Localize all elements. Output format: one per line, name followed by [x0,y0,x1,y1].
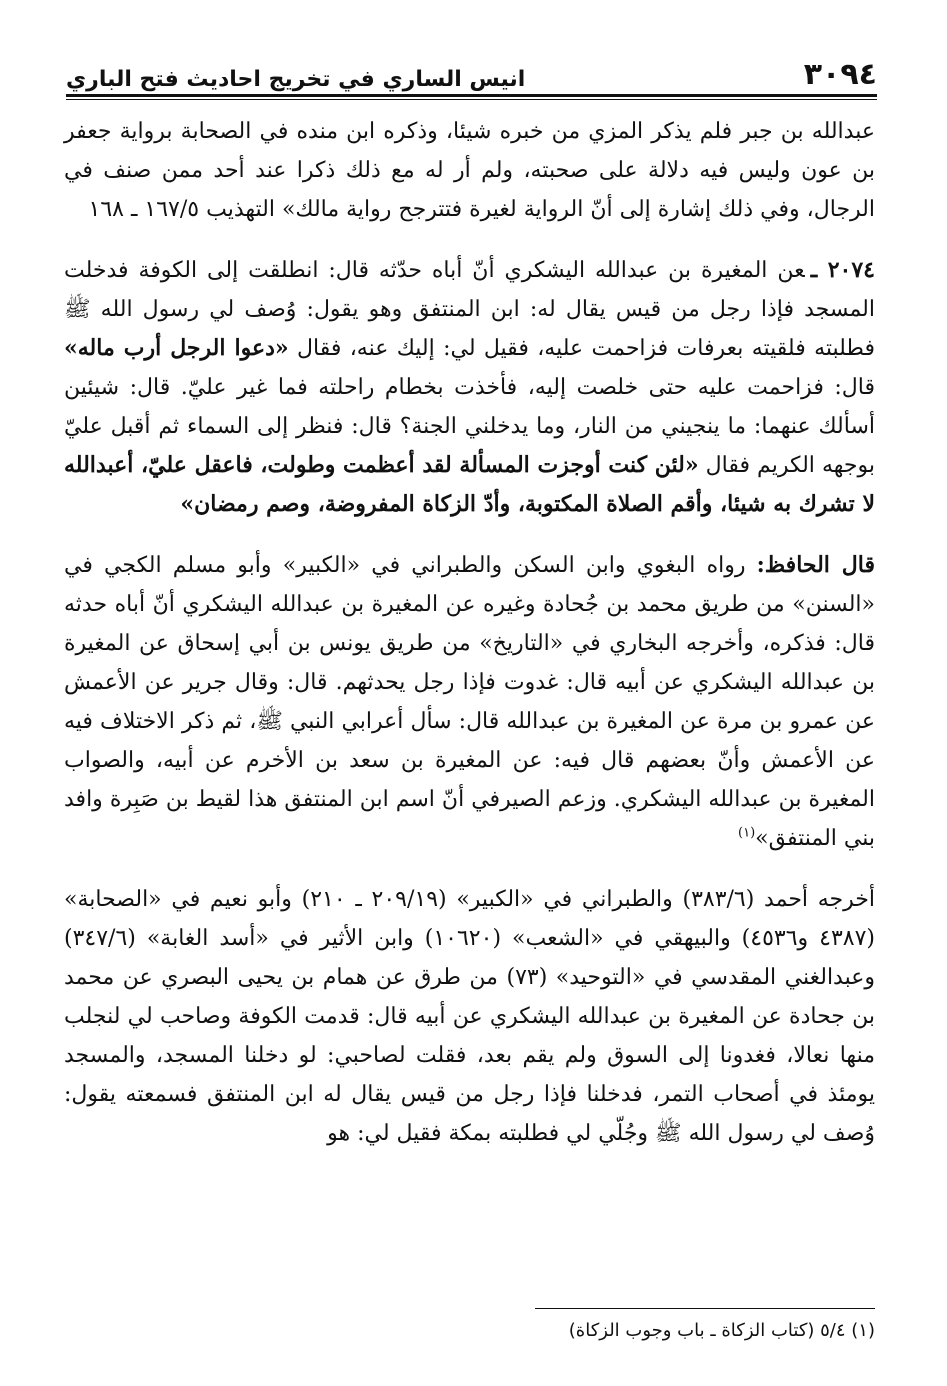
hafiz-text: رواه البغوي وابن السكن والطبراني في «الكبير» وأبو مسلم الكجي في «السنن» من طريق محمد بن جُحادة وغيره عن المغيرة بن عبدالله اليشكري أنّ أباه حدثه قال: فذكره، وأخرجه البخاري في «التاريخ» من طريق يونس بن أبي إسحاق عن المغيرة بن عبدالله اليشكري عن أبيه قال: غدوت فإذا رجل يحدثهم. قال: وقال جرير عن الأعمش عن عمرو بن مرة عن المغيرة بن عبدالله قال: سأل أعرابي النبي ﷺ، ثم ذكر الاختلاف فيه عن الأعمش وأنّ بعضهم قال فيه: عن المغيرة بن سعد بن الأخرم عن أبيه، والصواب المغيرة بن عبدالله اليشكري. وزعم الصيرفي أنّ اسم ابن المنتفق هذا لقيط بن صَبِرة وافد بني المنتفق» [64,553,875,851]
footnote: (١) ٥/٤ (كتاب الزكاة ـ باب وجوب الزكاة) [568,1320,875,1341]
hadith-quote-2: «لئن كنت أوجزت المسألة لقد أعظمت وطولت، فاعقل عليّ، أعبدالله لا تشرك به شيئا، وأقم الصلاة المكتوبة، وأدّ الزكاة المفروضة، وصم رمضان» [64,452,875,517]
page-number: ٣٠٩٤ [803,57,877,92]
page-body [64,112,875,1153]
footnote-reference: (١) [738,825,756,841]
hafiz-label: قال الحافظ: [756,552,875,578]
hadith-text-a: عن المغيرة بن عبدالله اليشكري أنّ أباه حدّثه قال: انطلقت إلى الكوفة فدخلت المسجد فإذا رجل من قيس يقال له: ابن المنتفق وهو يقول: وُصف لي رسول الله ﷺ فطلبته فلقيته بعرفات فزاحمت عليه، فقيل لي: إليك عنه، فقال [64,258,875,361]
header-rule [66,94,877,97]
hafiz-paragraph [64,546,875,858]
page-header [66,52,877,92]
hadith-quote-1: «دعوا الرجل أرب ماله» [64,335,289,361]
header-rule-thin [66,99,877,100]
takhrij-paragraph: أخرجه أحمد (٣٨٣/٦) والطبراني في «الكبير» (٢٠٩/١٩ ـ ٢١٠) وأبو نعيم في «الصحابة» (٤٣٨٧ و٤٥٣٦) والبيهقي في «الشعب» (١٠٦٢٠) وابن الأثير في «أسد الغابة» (٣٤٧/٦) وعبدالغني المقدسي في «التوحيد» (٧٣) من طرق عن همام بن يحيى البصري عن محمد بن جحادة عن المغيرة بن عبدالله اليشكري عن أبيه قال: قدمت الكوفة وصاحب لي لنجلب منها نعالا، فغدونا إلى السوق ولم يقم بعد، فقلت لصاحبي: لو دخلنا المسجد، والمسجد يومئذ في أصحاب التمر، فدخلنا فإذا رجل من قيس يقال له ابن المنتفق فسمعته يقول: وُصف لي رسول الله ﷺ وجُلّي لي فطلبته بمكة فقيل لي: هو [64,887,875,1146]
hadith-paragraph [64,251,875,524]
hadith-text-b: قال: فزاحمت عليه حتى خلصت إليه، فأخذت بخطام راحلته فما غير عليّ. قال: شيئين أسألك عنهما: ما ينجيني من النار، وما يدخلني الجنة؟ قال: فنظر إلى السماء ثم أقبل عليّ بوجهه الكريم فقال [64,375,875,478]
hadith-number: ٢٠٧٤ ـ [810,257,875,283]
continuation-paragraph: عبدالله بن جبر فلم يذكر المزي من خبره شيئا، وذكره ابن منده في الصحابة برواية جعفر بن عون وليس فيه دلالة على صحبته، ولم أر له مع ذلك ذكرا عند أحد ممن صنف في الرجال، وفي ذلك إشارة إلى أنّ الرواية لغيرة فتترجح رواية مالك» التهذيب ١٦٧/٥ ـ ١٦٨ [64,119,875,222]
book-title: انيس الساري في تخريج احاديث فتح الباري [66,67,526,92]
footnote-rule [535,1308,875,1309]
